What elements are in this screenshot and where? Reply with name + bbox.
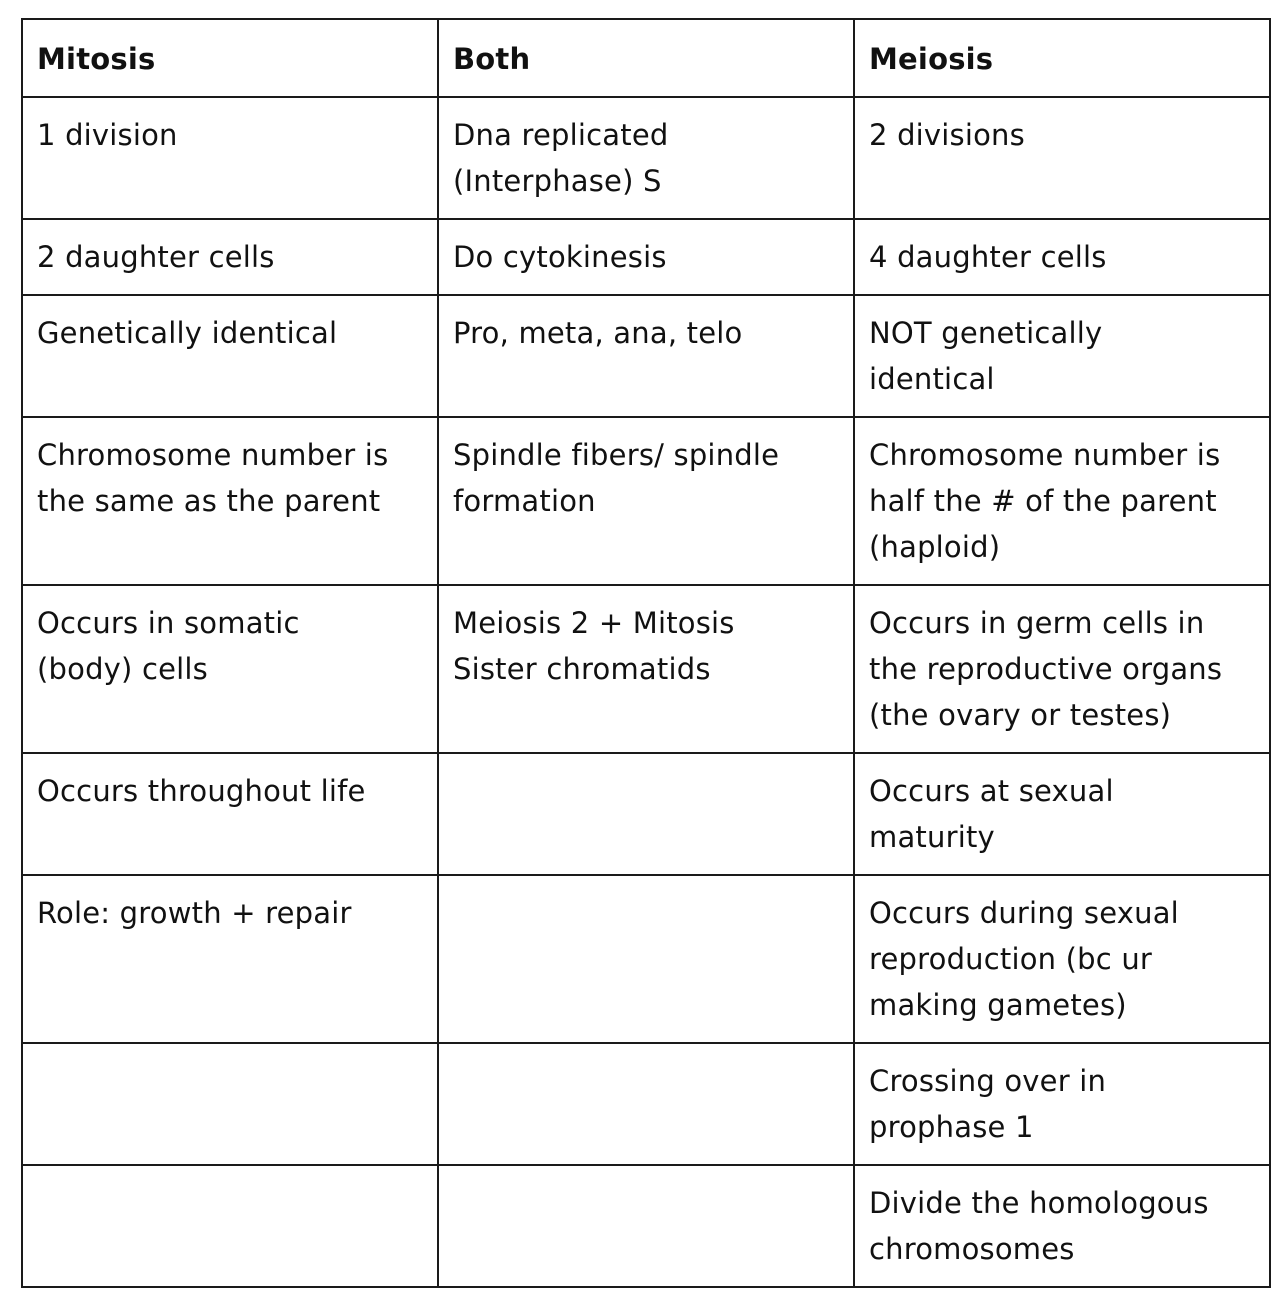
cell-mitosis: 1 division bbox=[22, 97, 438, 219]
table-row bbox=[22, 875, 1270, 1043]
table-row bbox=[22, 585, 1270, 753]
cell-both bbox=[438, 753, 854, 875]
cell-both bbox=[438, 875, 854, 1043]
cell-both: Pro, meta, ana, telo bbox=[438, 295, 854, 417]
header-mitosis: Mitosis bbox=[22, 19, 438, 97]
table-header-row bbox=[22, 19, 1270, 97]
cell-both: Do cytokinesis bbox=[438, 219, 854, 295]
table-row bbox=[22, 295, 1270, 417]
cell-both: Meiosis 2 + Mitosis Sister chromatids bbox=[438, 585, 854, 753]
cell-mitosis bbox=[22, 1165, 438, 1287]
header-both: Both bbox=[438, 19, 854, 97]
header-meiosis: Meiosis bbox=[854, 19, 1270, 97]
cell-mitosis bbox=[22, 1043, 438, 1165]
cell-meiosis: Occurs in germ cells in the reproductive organs (the ovary or testes) bbox=[854, 585, 1270, 753]
cell-mitosis: Genetically identical bbox=[22, 295, 438, 417]
cell-both bbox=[438, 1165, 854, 1287]
cell-mitosis: Role: growth + repair bbox=[22, 875, 438, 1043]
cell-both: Spindle fibers/ spindle formation bbox=[438, 417, 854, 585]
cell-both: Dna replicated (Interphase) S bbox=[438, 97, 854, 219]
cell-mitosis: Occurs in somatic (body) cells bbox=[22, 585, 438, 753]
cell-meiosis: NOT genetically identical bbox=[854, 295, 1270, 417]
table-row bbox=[22, 1043, 1270, 1165]
cell-meiosis: 4 daughter cells bbox=[854, 219, 1270, 295]
cell-meiosis: Occurs during sexual reproduction (bc ur making gametes) bbox=[854, 875, 1270, 1043]
cell-meiosis: Occurs at sexual maturity bbox=[854, 753, 1270, 875]
cell-meiosis: Crossing over in prophase 1 bbox=[854, 1043, 1270, 1165]
cell-mitosis: Chromosome number is the same as the parent bbox=[22, 417, 438, 585]
cell-meiosis: Divide the homologous chromosomes bbox=[854, 1165, 1270, 1287]
comparison-table bbox=[21, 18, 1271, 1288]
cell-meiosis: Chromosome number is half the # of the parent (haploid) bbox=[854, 417, 1270, 585]
cell-mitosis: 2 daughter cells bbox=[22, 219, 438, 295]
table-row bbox=[22, 417, 1270, 585]
table-row bbox=[22, 97, 1270, 219]
cell-meiosis: 2 divisions bbox=[854, 97, 1270, 219]
table-row bbox=[22, 219, 1270, 295]
table-row bbox=[22, 753, 1270, 875]
cell-mitosis: Occurs throughout life bbox=[22, 753, 438, 875]
cell-both bbox=[438, 1043, 854, 1165]
table-row bbox=[22, 1165, 1270, 1287]
